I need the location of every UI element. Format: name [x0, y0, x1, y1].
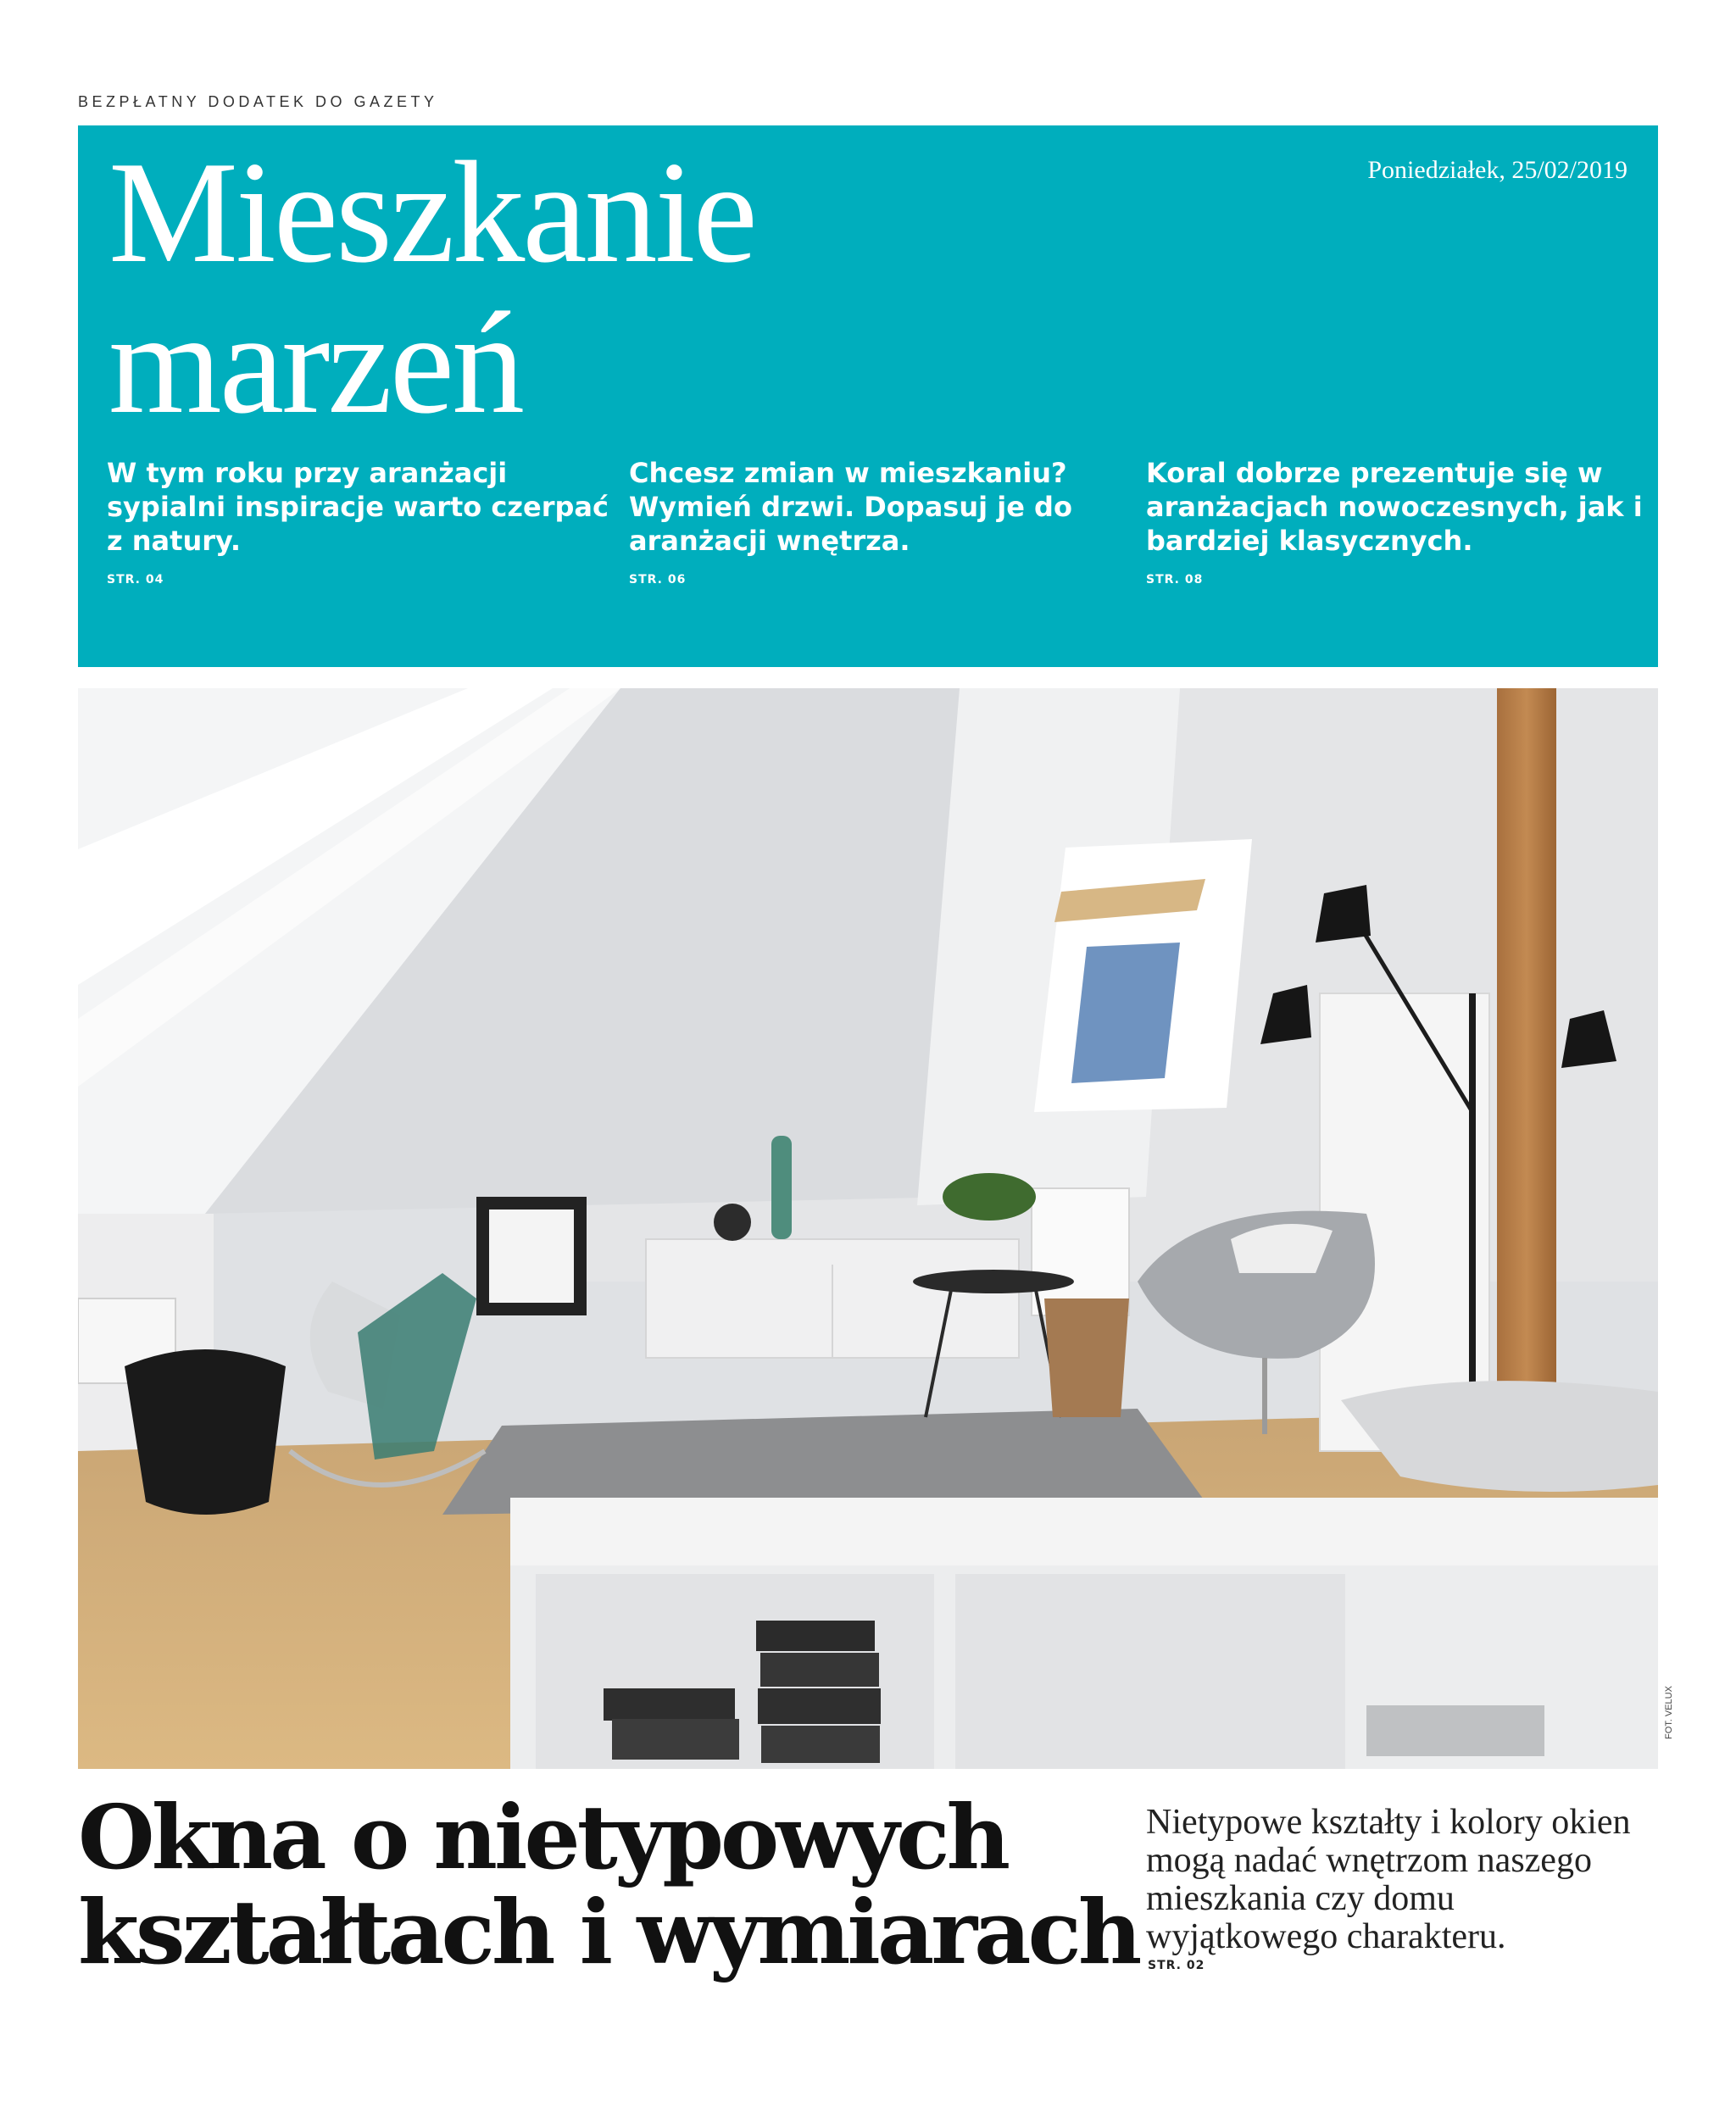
- issue-date: Poniedziałek, 25/02/2019: [1367, 156, 1628, 184]
- teaser-page-ref: STR. 04: [107, 573, 164, 587]
- headline-line-2: kształtach i wymiarach: [78, 1880, 1139, 1984]
- lead-page-ref: STR. 02: [1148, 1959, 1205, 1972]
- teaser-bedroom[interactable]: [107, 456, 615, 587]
- lead-headline[interactable]: [78, 1785, 1146, 1984]
- teaser-page-ref: STR. 06: [629, 573, 687, 587]
- lead-dek: Nietypowe kształty i kolory okien mogą nadać wnętrzom naszego mieszkania czy domu wyjątkowego charakteru.: [1146, 1803, 1631, 1956]
- photo-credit: FOT. VELUX: [1664, 1686, 1674, 1739]
- headline-line-1: Okna o nietypowych: [78, 1785, 1008, 1889]
- teaser-doors[interactable]: [629, 456, 1138, 587]
- supplement-title: [108, 132, 755, 444]
- title-line-2: marzeń: [108, 283, 523, 444]
- teaser-text: W tym roku przy aranżacji sypialni inspiracje warto czerpać z natury.: [107, 457, 609, 557]
- teaser-text: Chcesz zmian w mieszkaniu? Wymień drzwi. Dopasuj je do aranżacji wnętrza.: [629, 457, 1072, 557]
- supplement-label: BEZPŁATNY DODATEK DO GAZETY: [78, 93, 438, 110]
- teaser-page-ref: STR. 08: [1146, 573, 1204, 587]
- attic-room-illustration: [78, 688, 1658, 1769]
- attic-interior-photo: [78, 688, 1658, 1769]
- teaser-text: Koral dobrze prezentuje się w aranżacjach nowoczesnych, jak i bardziej klasycznych.: [1146, 457, 1643, 557]
- masthead: [78, 125, 1658, 667]
- teaser-coral[interactable]: [1146, 456, 1655, 587]
- title-line-1: Mieszkanie: [108, 132, 755, 293]
